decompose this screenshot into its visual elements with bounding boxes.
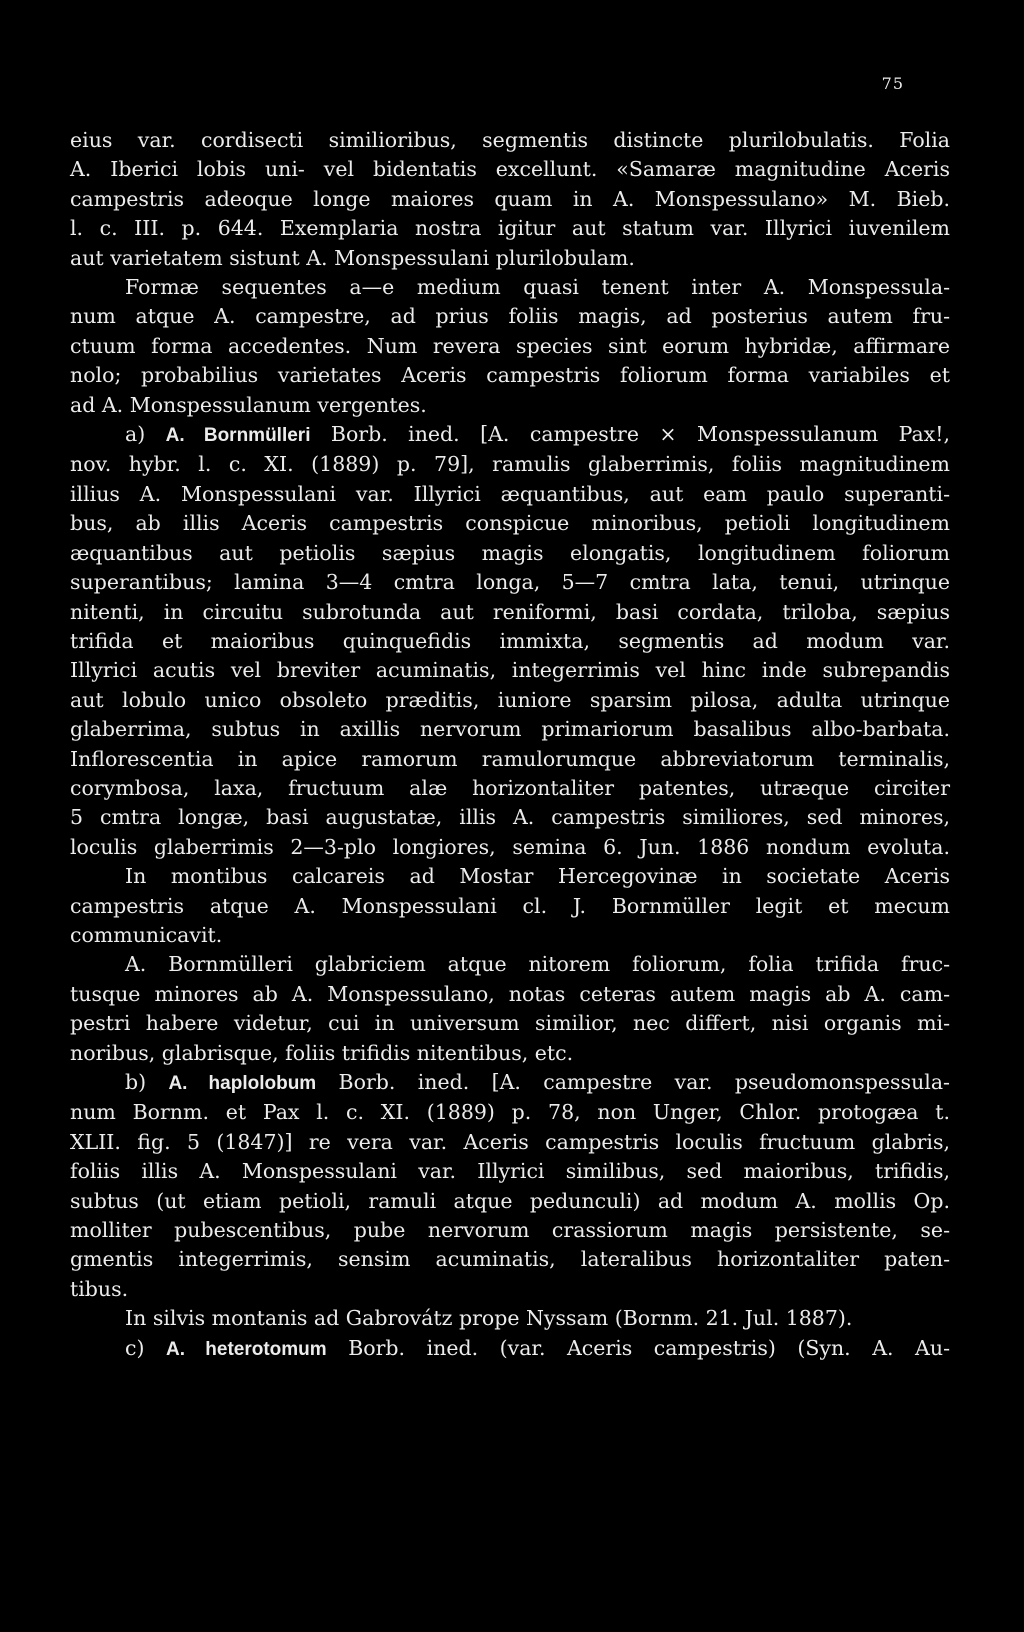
text-line: aut lobulo unico obsoleto præditis, iuniore sparsim pilosa, adulta utrinque <box>70 687 950 712</box>
text-line: illius A. Monspessulani var. Illyrici æquantibus, aut eam paulo superanti- <box>70 481 950 506</box>
text-line: nolo; probabilius varietates Aceris campestris foliorum forma variabiles et <box>70 363 950 388</box>
section-a-line <box>70 420 950 450</box>
text-line: communicavit. <box>70 922 223 947</box>
text-line: gmentis integerrimis, sensim acuminatis, lateralibus horizontaliter paten- <box>70 1247 950 1272</box>
text-line: l. c. III. p. 644. Exemplaria nostra igitur aut statum var. Illyrici iuvenilem <box>70 216 950 241</box>
text-fragment: Borb. ined. [A. campestre var. pseudomonspessula- <box>316 1070 950 1094</box>
text-line: loculis glaberrimis 2—3-plo longiores, semina 6. Jun. 1886 nondum evoluta. <box>70 834 950 859</box>
text-line: A. Bornmülleri glabriciem atque nitorem foliorum, folia trifida fruc- <box>125 952 950 977</box>
text-line: nitenti, in circuitu subrotunda aut reniformi, basi cordata, triloba, sæpius <box>70 599 950 624</box>
text-line: ctuum forma accedentes. Num revera species sint eorum hybridæ, affirmare <box>70 333 950 358</box>
text-line: campestris atque A. Monspessulani cl. J. Bornmüller legit et mecum <box>70 893 950 918</box>
text-line: æquantibus aut petiolis sæpius magis elongatis, longitudinem foliorum <box>70 540 950 565</box>
text-line: molliter pubescentibus, pube nervorum crassiorum magis persistente, se- <box>70 1218 950 1243</box>
section-b-line <box>70 1068 950 1098</box>
text-line: noribus, glabrisque, foliis trifidis nitentibus, etc. <box>70 1040 574 1065</box>
text-line: campestris adeoque longe maiores quam in A. Monspessulano» M. Bieb. <box>70 186 950 211</box>
species-name-haplolobum: A. haplolobum <box>168 1073 317 1094</box>
text-line: tusque minores ab A. Monspessulano, notas ceteras autem magis ab A. cam- <box>70 981 950 1006</box>
text-line: trifida et maioribus quinquefidis immixta, segmentis ad modum var. <box>70 628 950 653</box>
section-c-line <box>70 1334 950 1364</box>
section-label: a) <box>125 422 166 447</box>
text-line: num Bornm. et Pax l. c. XI. (1889) p. 78, non Unger, Chlor. protogæa t. <box>70 1100 950 1125</box>
text-fragment: Borb. ined. (var. Aceris campestris) (Syn. A. Au- <box>326 1335 950 1360</box>
text-line: subtus (ut etiam petioli, ramuli atque pedunculi) ad modum A. mollis Op. <box>70 1188 950 1213</box>
text-line: corymbosa, laxa, fructuum alæ horizontaliter patentes, utræque circiter <box>70 775 950 800</box>
text-line: foliis illis A. Monspessulani var. Illyrici similibus, sed maioribus, trifidis, <box>70 1159 950 1184</box>
text-line: In montibus calcareis ad Mostar Hercegovinæ in societate Aceris <box>125 864 950 889</box>
text-line: XLII. fig. 5 (1847)] re vera var. Aceris campestris loculis fructuum glabris, <box>70 1129 950 1154</box>
text-line: pestri habere videtur, cui in universum similior, nec differt, nisi organis mi- <box>70 1011 950 1036</box>
text-line: Formæ sequentes a—e medium quasi tenent inter A. Monspessula- <box>125 275 950 300</box>
text-line: Inflorescentia in apice ramorum ramulorumque abbreviatorum terminalis, <box>70 746 950 771</box>
text-line: ad A. Monspessulanum vergentes. <box>70 392 427 417</box>
text-line: aut varietatem sistunt A. Monspessulani plurilobulam. <box>70 245 635 270</box>
text-line: bus, ab illis Aceris campestris conspicue minoribus, petioli longitudinem <box>70 511 950 536</box>
text-line: 5 cmtra longæ, basi augustatæ, illis A. campestris similiores, sed minores, <box>70 805 950 830</box>
section-label: c) <box>125 1335 166 1360</box>
species-name-heterotomum: A. heterotomum <box>166 1338 327 1360</box>
text-fragment: Borb. ined. [A. campestre × Monspessulanum Pax!, <box>310 422 950 447</box>
page-body <box>70 126 950 1364</box>
page-number: 75 <box>881 74 904 93</box>
text-line: superantibus; lamina 3—4 cmtra longa, 5—7 cmtra lata, tenui, utrinque <box>70 570 950 595</box>
text-line: tibus. <box>70 1276 129 1301</box>
text-line: Illyrici acutis vel breviter acuminatis, integerrimis vel hinc inde subrepandis <box>70 658 950 683</box>
text-line: A. Iberici lobis uni- vel bidentatis excellunt. «Samaræ magnitudine Aceris <box>70 157 950 182</box>
text-line: num atque A. campestre, ad prius foliis magis, ad posterius autem fru- <box>70 304 950 329</box>
text-line: nov. hybr. l. c. XI. (1889) p. 79], ramulis glaberrimis, foliis magnitudinem <box>70 452 950 477</box>
text-line: In silvis montanis ad Gabrovátz prope Nyssam (Bornm. 21. Jul. 1887). <box>125 1306 853 1331</box>
text-line: glaberrima, subtus in axillis nervorum primariorum basalibus albo-barbata. <box>70 717 950 742</box>
species-name-bornmuelleri: A. Bornmülleri <box>165 425 311 447</box>
section-label: b) <box>125 1070 169 1094</box>
text-line: eius var. cordisecti similioribus, segmentis distincte plurilobulatis. Folia <box>70 128 950 152</box>
